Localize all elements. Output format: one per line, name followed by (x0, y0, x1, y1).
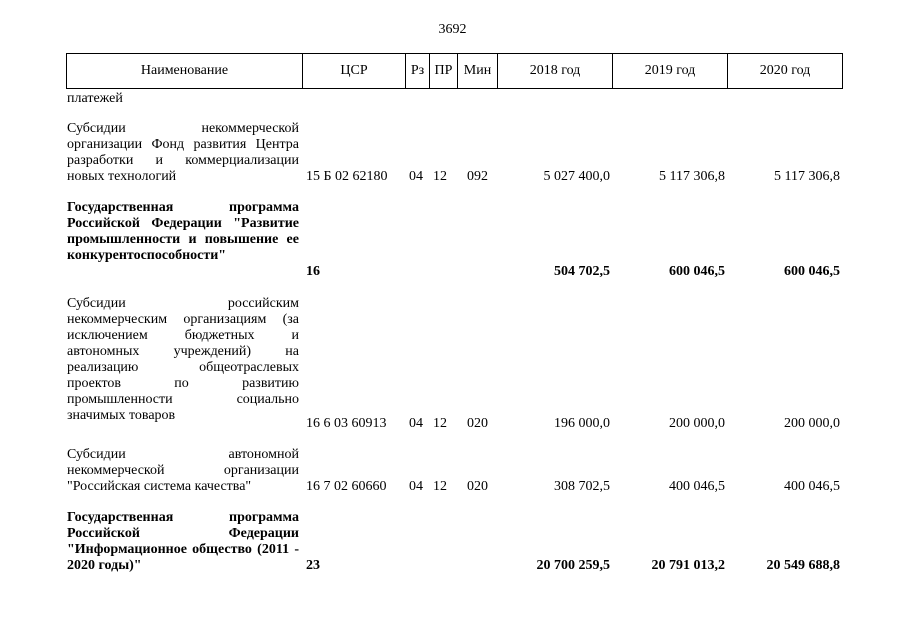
row-value-2018: 5 027 400,0 (543, 169, 610, 184)
row-min: 092 (467, 169, 488, 184)
row-value-2019: 5 117 306,8 (659, 169, 725, 184)
row-value-2018: 20 700 259,5 (536, 558, 610, 573)
page-number: 3692 (438, 22, 467, 37)
header-name: Наименование (67, 54, 303, 89)
row-min: 020 (467, 416, 488, 431)
row-pr: 12 (433, 169, 447, 184)
row-value-2019: 200 000,0 (669, 416, 725, 431)
row-value-2019: 400 046,5 (669, 479, 725, 494)
row-value-2018: 196 000,0 (554, 416, 610, 431)
row-csr: 23 (306, 558, 320, 573)
row-value-2020: 200 000,0 (784, 416, 840, 431)
row-pr: 12 (433, 416, 447, 431)
header-pr: ПР (430, 54, 458, 89)
row-rz: 04 (409, 416, 423, 431)
row-value-2018: 504 702,5 (554, 264, 610, 279)
row-min: 020 (467, 479, 488, 494)
header-rz: Рз (406, 54, 430, 89)
row-name: Государственная программа Российской Федерации "Информационное общество (2011 - 2020 годы)" (67, 510, 299, 573)
header-2020: 2020 год (728, 54, 843, 89)
row-csr: 16 (306, 264, 320, 279)
row-pr: 12 (433, 479, 447, 494)
table-header (66, 53, 843, 89)
header-row (67, 54, 843, 89)
row-csr: 16 7 02 60660 (306, 479, 387, 494)
row-rz: 04 (409, 479, 423, 494)
row-csr: 16 6 03 60913 (306, 416, 387, 431)
header-min: Мин (458, 54, 498, 89)
row-name: Субсидии автономной некоммерческой организации "Российская система качества" (67, 447, 299, 494)
row-value-2019: 20 791 013,2 (651, 558, 725, 573)
row-name: Субсидии некоммерческой организации Фонд развития Центра разработки и коммерциализации новых технологий (67, 121, 299, 184)
row-value-2020: 20 549 688,8 (766, 558, 840, 573)
header-csr: ЦСР (303, 54, 406, 89)
header-2019: 2019 год (613, 54, 728, 89)
row-name: платежей (67, 91, 123, 106)
row-name: Субсидии российским некоммерческим организациям (за исключением бюджетных и автономных учреждений) на реализацию общеотраслевых проектов по развитию промышленности социально значимых товаров (67, 296, 299, 423)
row-rz: 04 (409, 169, 423, 184)
row-value-2020: 400 046,5 (784, 479, 840, 494)
row-value-2020: 600 046,5 (784, 264, 840, 279)
row-value-2018: 308 702,5 (554, 479, 610, 494)
header-2018: 2018 год (498, 54, 613, 89)
row-value-2020: 5 117 306,8 (774, 169, 840, 184)
row-value-2019: 600 046,5 (669, 264, 725, 279)
row-csr: 15 Б 02 62180 (306, 169, 388, 184)
row-name: Государственная программа Российской Федерации "Развитие промышленности и повышение ее конкурентоспособности" (67, 200, 299, 263)
